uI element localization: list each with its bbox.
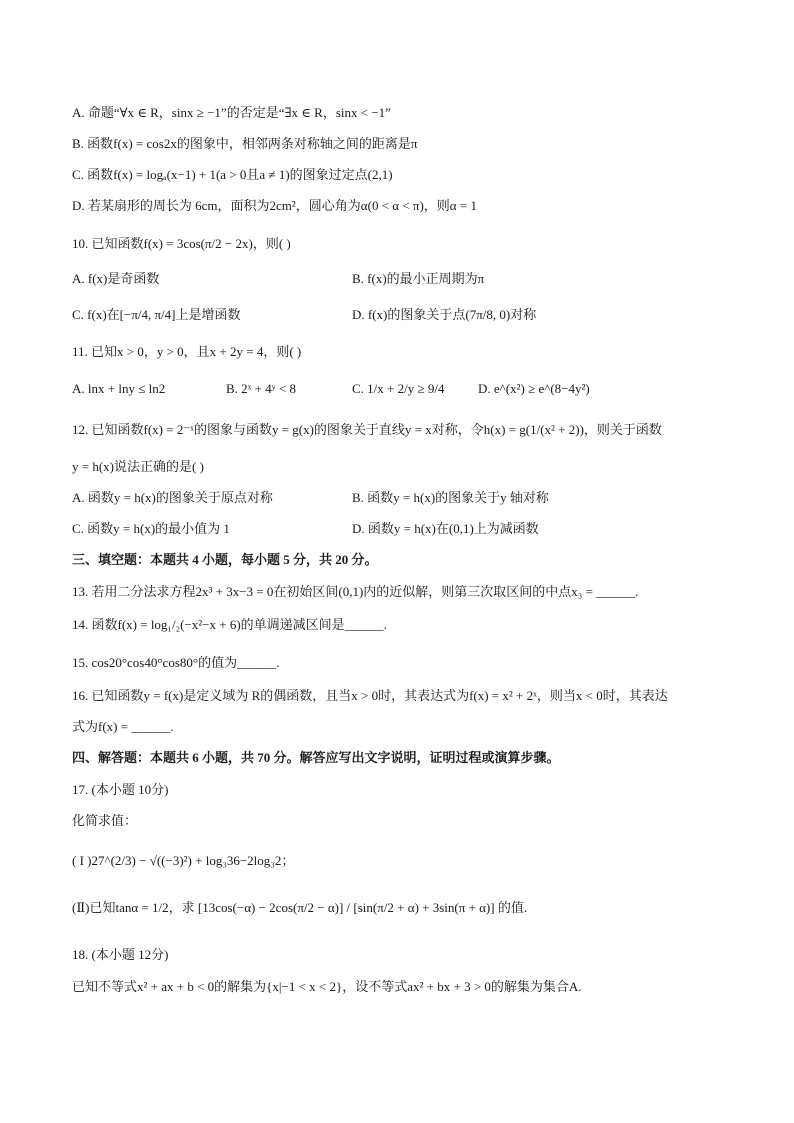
- q12-option-b: B. 函数y = h(x)的图象关于y 轴对称: [352, 490, 549, 505]
- q13-text: 13. 若用二分法求方程2x³ + 3x−3 = 0在初始区间(0,1)内的近似解，则第三次取区间的中点x₃ = ______.: [72, 584, 639, 599]
- q17-part1: ( I )27^(2/3) − √((−3)²) + log₃36−2log₃2；: [72, 853, 295, 868]
- q9-option-b: B. 函数f(x) = cos2x的图象中，相邻两条对称轴之间的距离是π: [72, 136, 418, 151]
- q11-option-a: A. lnx + lny ≤ ln2: [72, 381, 166, 396]
- q12-stem-line2: y = h(x)说法正确的是( ): [72, 459, 204, 474]
- q11-option-d: D. e^(x²) ≥ e^(8−4y²): [478, 381, 590, 396]
- q10-option-b: B. f(x)的最小正周期为π: [352, 271, 485, 286]
- q11-option-b: B. 2ˣ + 4ʸ < 8: [226, 381, 296, 396]
- q11-option-c: C. 1/x + 2/y ≥ 9/4: [352, 381, 445, 396]
- q10-option-a: A. f(x)是奇函数: [72, 271, 160, 286]
- q10-option-d: D. f(x)的图象关于点(7π/8, 0)对称: [352, 307, 537, 322]
- q17-subtitle: 化简求值：: [72, 813, 138, 828]
- q9-option-d: D. 若某扇形的周长为 6cm，面积为2cm²，圆心角为α(0 < α < π)，则α = 1: [72, 198, 477, 213]
- q18-title: 18. (本小题 12分): [72, 947, 169, 962]
- q10-option-c: C. f(x)在[−π/4, π/4]上是增函数: [72, 307, 241, 322]
- q12-option-c: C. 函数y = h(x)的最小值为 1: [72, 521, 230, 536]
- q16-line1: 16. 已知函数y = f(x)是定义域为 R的偶函数，且当x > 0时，其表达式为f(x) = x² + 2ˣ，则当x < 0时，其表达: [72, 688, 668, 703]
- q15-text: 15. cos20°cos40°cos80°的值为______.: [72, 655, 280, 670]
- q17-part2: (Ⅱ)已知tanα = 1/2，求 [13cos(−α) − 2cos(π/2 − α)] / [sin(π/2 + α) + 3sin(π + α)] 的值.: [72, 900, 528, 915]
- q12-stem-line1: 12. 已知函数f(x) = 2⁻ˣ的图象与函数y = g(x)的图象关于直线y = x对称，令h(x) = g(1/(x² + 2))，则关于函数: [72, 422, 662, 437]
- section-fill-in-heading: 三、填空题：本题共 4 小题，每小题 5 分，共 20 分。: [72, 552, 378, 567]
- q18-body: 已知不等式x² + ax + b < 0的解集为{x|−1 < x < 2}，设不等式ax² + bx + 3 > 0的解集为集合A.: [72, 979, 582, 994]
- q9-option-c: C. 函数f(x) = logₐ(x−1) + 1(a > 0且a ≠ 1)的图象过定点(2,1): [72, 167, 393, 182]
- q16-line2: 式为f(x) = ______.: [72, 719, 174, 734]
- q12-option-d: D. 函数y = h(x)在(0,1)上为减函数: [352, 521, 539, 536]
- q9-option-a: A. 命题“∀x ∈ R，sinx ≥ −1”的否定是“∃x ∈ R，sinx < −1”: [72, 105, 391, 120]
- q12-option-a: A. 函数y = h(x)的图象关于原点对称: [72, 490, 273, 505]
- q14-text: 14. 函数f(x) = log₁/₂(−x²−x + 6)的单调递减区间是______.: [72, 617, 387, 632]
- q11-stem: 11. 已知x > 0，y > 0，且x + 2y = 4，则( ): [72, 344, 302, 359]
- q17-title: 17. (本小题 10分): [72, 782, 169, 797]
- q10-stem: 10. 已知函数f(x) = 3cos(π/2 − 2x)，则( ): [72, 236, 291, 251]
- section-answer-heading: 四、解答题：本题共 6 小题，共 70 分。解答应写出文字说明，证明过程或演算步骤。: [72, 750, 560, 765]
